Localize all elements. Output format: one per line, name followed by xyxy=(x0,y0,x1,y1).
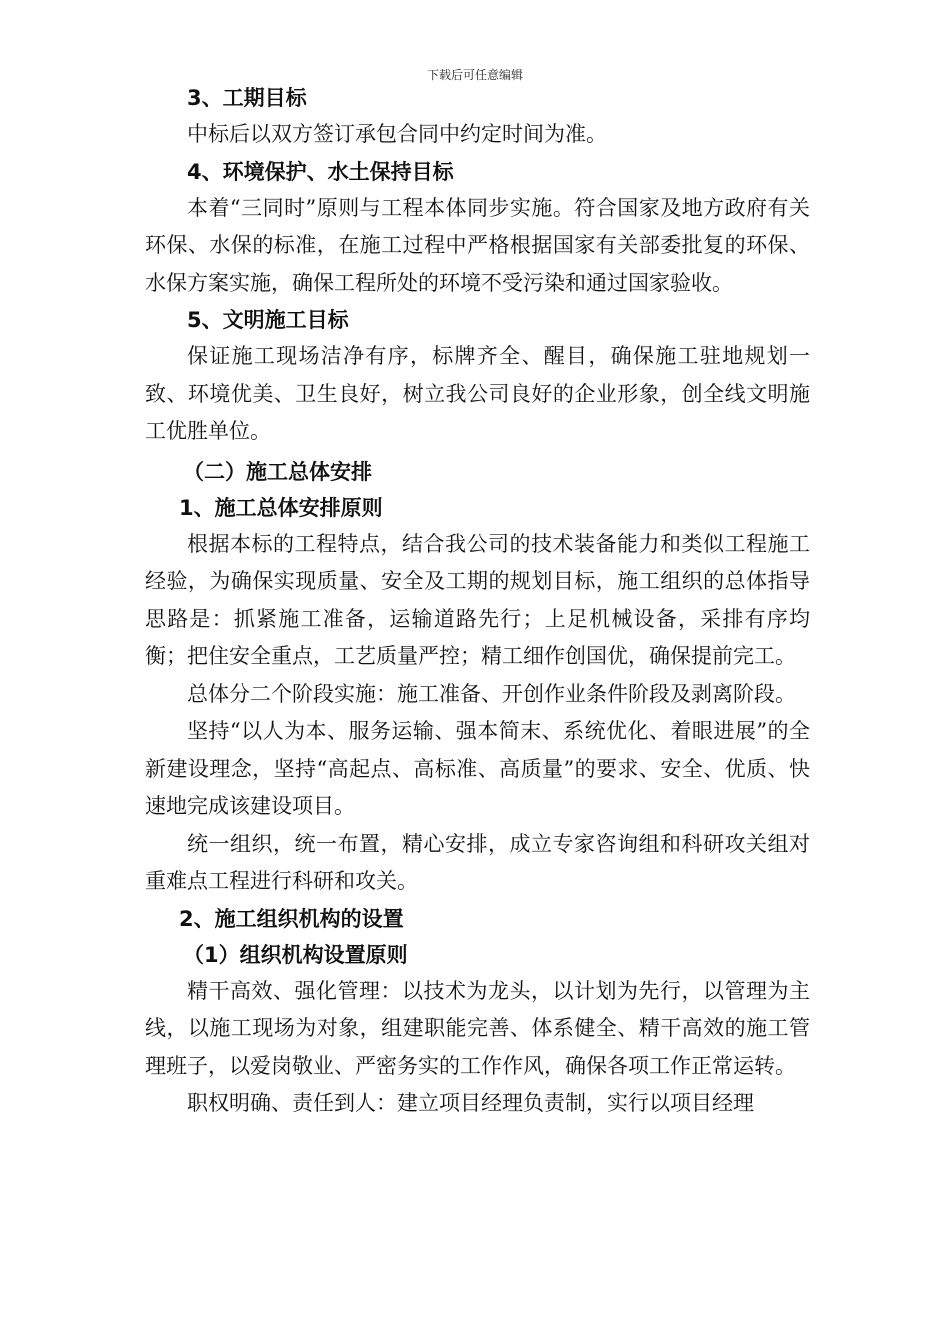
section-heading-environment-goal: 4、环境保护、水土保持目标 xyxy=(187,159,454,184)
section-heading-schedule-goal: 3、工期目标 xyxy=(187,86,307,110)
subsection-heading-organization-principles: （1）组织机构设置原则 xyxy=(183,942,408,967)
subsection-heading-organization-setup: 2、施工组织机构的设置 xyxy=(179,906,404,931)
paragraph-lean-efficient-management: 精干高效、强化管理：以技术为龙头，以计划为先行，以管理为主线，以施工现场为对象，组建职能完善、体系健全、精干高效的施工管理班子，以爱岗敬业、严密务实的工作作风，确保各项工作正常运转。 xyxy=(145,978,810,1078)
paragraph-arrangement-principles: 根据本标的工程特点，结合我公司的技术装备能力和类似工程施工经验，为确保实现质量、安全及工期的规划目标，施工组织的总体指导思路是：抓紧施工准备，运输道路先行；上足机械设备，采排有序均衡；把住安全重点，工艺质量严控；精工细作创国优，确保提前完工。 xyxy=(145,531,810,668)
paragraph-civilized-construction-goal: 保证施工现场洁净有序，标牌齐全、醒目，确保施工驻地规划一致、环境优美、卫生良好，树立我公司良好的企业形象，创全线文明施工优胜单位。 xyxy=(145,344,810,443)
section-heading-overall-arrangement: （二）施工总体安排 xyxy=(183,459,372,484)
paragraph-two-phases: 总体分二个阶段实施：施工准备、开创作业条件阶段及剥离阶段。 xyxy=(187,681,796,706)
paragraph-clear-responsibilities: 职权明确、责任到人：建立项目经理负责制，实行以项目经理 xyxy=(187,1091,754,1115)
paragraph-construction-philosophy: 坚持“以人为本、服务运输、强本简末、系统优化、着眼进展”的全新建设理念，坚持“高起点、高标准、高质量”的要求、安全、优质、快速地完成该建设项目。 xyxy=(145,719,810,818)
section-heading-civilized-construction-goal: 5、文明施工目标 xyxy=(187,308,349,332)
subsection-heading-arrangement-principles: 1、施工总体安排原则 xyxy=(179,495,383,520)
document-body xyxy=(145,80,810,1123)
page-header-note: 下载后可任意编辑 xyxy=(426,68,523,82)
paragraph-environment-goal: 本着“三同时”原则与工程本体同步实施。符合国家及地方政府有关环保、水保的标准，在施工过程中严格根据国家有关部委批复的环保、水保方案实施，确保工程所处的环境不受污染和通过国家验收。 xyxy=(145,195,810,295)
paragraph-schedule-goal: 中标后以双方签订承包合同中约定时间为准。 xyxy=(187,122,607,146)
paragraph-unified-organization: 统一组织，统一布置，精心安排，成立专家咨询组和科研攻关组对重难点工程进行科研和攻关。 xyxy=(145,831,810,893)
